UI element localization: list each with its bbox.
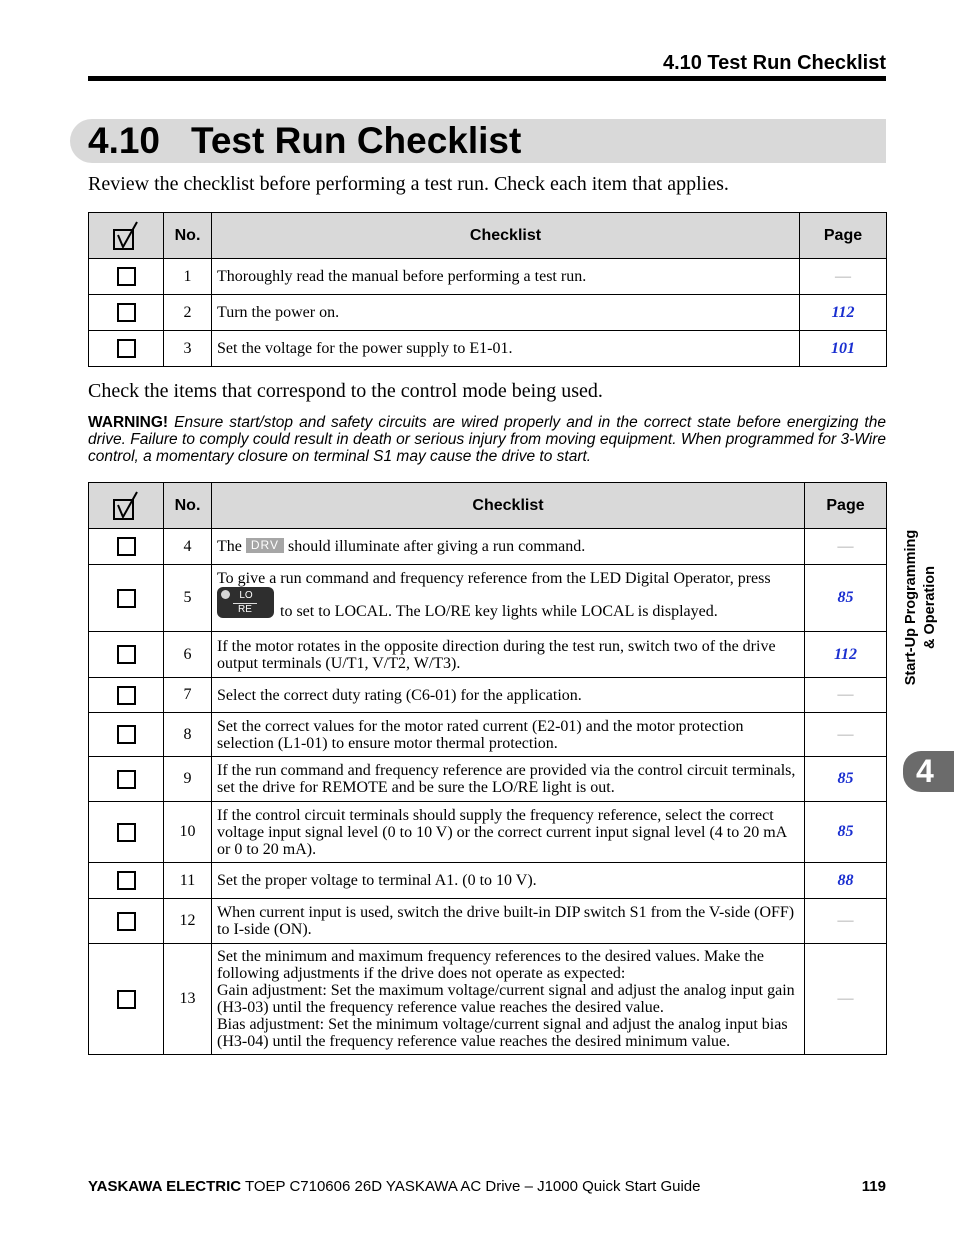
side-tab-label — [902, 515, 946, 700]
item-text-line2: to set to LOCAL. The LO/RE key lights while LOCAL is displayed. — [280, 602, 718, 620]
footer-brand: YASKAWA ELECTRIC — [88, 1178, 242, 1195]
page-ref: — — [805, 944, 887, 1055]
lo-re-key-icon — [217, 587, 274, 618]
table-row — [89, 944, 887, 1055]
checklist-header: Checklist — [212, 483, 805, 529]
footer-doc: TOEP C710606 26D YASKAWA AC Drive – J1000 Quick Start Guide — [244, 1178, 701, 1195]
item-number: 10 — [164, 802, 212, 863]
table-row — [89, 757, 887, 802]
checkmark-box-icon — [112, 220, 140, 252]
table-row — [89, 295, 887, 331]
item-text-line: Set the minimum and maximum frequency references to the desired values. Make the following adjustments if the drive does not operate as expected: — [217, 948, 764, 982]
page-header: Page — [805, 483, 887, 529]
intro-paragraph: Review the checklist before performing a test run. Check each item that applies. — [88, 173, 729, 195]
page-link[interactable]: 85 — [805, 565, 887, 632]
item-text — [212, 944, 805, 1055]
checkbox[interactable] — [117, 686, 136, 705]
table-row — [89, 678, 887, 713]
table-row — [89, 802, 887, 863]
page-link[interactable]: 112 — [800, 295, 887, 331]
item-text-line1: To give a run command and frequency reference from the LED Digital Operator, press — [217, 569, 771, 587]
checkbox[interactable] — [117, 267, 136, 286]
page-ref: — — [805, 678, 887, 713]
page-header: Page — [800, 213, 887, 259]
warning-text: Ensure start/stop and safety circuits are wired properly and in the correct state before energizing the drive. Failure to comply could result in death or serious injury from moving equipment. When programmed for 3-Wire control, a momentary closure on terminal S1 may cause the drive to start. — [88, 414, 886, 465]
check-header — [89, 483, 164, 529]
section-title-band — [70, 119, 886, 163]
page-link[interactable]: 112 — [805, 632, 887, 678]
item-text: If the motor rotates in the opposite direction during the test run, switch two of the drive output terminals (U/T1, V/T2, W/T3). — [212, 632, 805, 678]
checkbox[interactable] — [117, 912, 136, 931]
section-title — [88, 119, 521, 163]
checklist-table-2 — [88, 482, 887, 1055]
item-text-line: Gain adjustment: Set the maximum voltage/current signal and adjust the analog input gain (H3-03) until the frequency reference value reaches the desired value. — [217, 982, 795, 1016]
item-number: 5 — [164, 565, 212, 632]
item-text: Thoroughly read the manual before performing a test run. — [212, 259, 800, 295]
page-link[interactable]: 85 — [805, 757, 887, 802]
checkbox[interactable] — [117, 770, 136, 789]
checkbox[interactable] — [117, 303, 136, 322]
item-number: 2 — [164, 295, 212, 331]
table-row — [89, 632, 887, 678]
checkbox[interactable] — [117, 871, 136, 890]
warning-label: WARNING! — [88, 414, 169, 431]
checkbox[interactable] — [117, 823, 136, 842]
text-before: The — [217, 538, 242, 555]
item-number: 6 — [164, 632, 212, 678]
table-row — [89, 331, 887, 367]
item-text: Turn the power on. — [212, 295, 800, 331]
item-number: 9 — [164, 757, 212, 802]
table-header-row — [89, 483, 887, 529]
item-number: 12 — [164, 899, 212, 944]
checklist-header: Checklist — [212, 213, 800, 259]
item-number: 8 — [164, 713, 212, 757]
checkbox[interactable] — [117, 589, 136, 608]
item-number: 3 — [164, 331, 212, 367]
no-header: No. — [164, 213, 212, 259]
section-title-text: Test Run Checklist — [191, 120, 522, 161]
item-text: Set the correct values for the motor rated current (E2-01) and the motor protection selection (L1-01) to ensure motor thermal protection. — [212, 713, 805, 757]
drv-indicator-icon: DRV — [246, 538, 284, 553]
item-text — [212, 565, 805, 632]
table-row — [89, 565, 887, 632]
item-text-line: Bias adjustment: Set the minimum voltage/current signal and adjust the analog input bias (H3-04) until the frequency reference value reaches the desired minimum value. — [217, 1016, 788, 1050]
page-ref: — — [800, 259, 887, 295]
checkbox[interactable] — [117, 537, 136, 556]
side-tab-line1: Start-Up Programming — [903, 529, 919, 686]
page-link[interactable]: 101 — [800, 331, 887, 367]
footer-left — [88, 1178, 701, 1195]
no-header: No. — [164, 483, 212, 529]
checkbox[interactable] — [117, 990, 136, 1009]
page-number: 119 — [861, 1178, 886, 1195]
item-text: If the run command and frequency reference are provided via the control circuit terminals, set the drive for REMOTE and be sure the LO/RE light is out. — [212, 757, 805, 802]
table-row — [89, 529, 887, 565]
item-text: When current input is used, switch the drive built-in DIP switch S1 from the V-side (OFF) to I-side (ON). — [212, 899, 805, 944]
item-text: Set the voltage for the power supply to E1-01. — [212, 331, 800, 367]
item-number: 11 — [164, 863, 212, 899]
text-after: should illuminate after giving a run command. — [288, 538, 586, 555]
item-text — [212, 529, 805, 565]
running-head: 4.10 Test Run Checklist — [662, 52, 886, 74]
checkbox[interactable] — [117, 725, 136, 744]
checklist-table-1 — [88, 212, 887, 367]
page-ref: — — [805, 713, 887, 757]
item-number: 4 — [164, 529, 212, 565]
control-mode-paragraph: Check the items that correspond to the control mode being used. — [88, 380, 603, 402]
check-header — [89, 213, 164, 259]
checkbox[interactable] — [117, 645, 136, 664]
checkbox[interactable] — [117, 339, 136, 358]
lo-label: LO — [239, 590, 253, 602]
header-rule — [88, 76, 886, 81]
item-text: Set the proper voltage to terminal A1. (0 to 10 V). — [212, 863, 805, 899]
checkmark-box-icon — [112, 490, 140, 522]
table-row — [89, 863, 887, 899]
table-row — [89, 899, 887, 944]
page-ref: — — [805, 529, 887, 565]
lo-re-led-icon — [221, 590, 230, 599]
table-row — [89, 259, 887, 295]
page-ref: — — [805, 899, 887, 944]
warning-notice — [88, 414, 886, 465]
table-header-row — [89, 213, 887, 259]
item-number: 1 — [164, 259, 212, 295]
section-number: 4.10 — [88, 120, 161, 161]
item-text: If the control circuit terminals should supply the frequency reference, select the correct voltage input signal level (0 to 10 V) or the correct current input signal level (4 to 20 mA or 0 to 20 mA). — [212, 802, 805, 863]
item-number: 7 — [164, 678, 212, 713]
side-tab-line2: & Operation — [922, 566, 938, 649]
chapter-tab: 4 — [903, 751, 954, 792]
page-link[interactable]: 85 — [805, 802, 887, 863]
item-text: Select the correct duty rating (C6-01) for the application. — [212, 678, 805, 713]
re-label: RE — [233, 603, 257, 615]
item-number: 13 — [164, 944, 212, 1055]
page-link[interactable]: 88 — [805, 863, 887, 899]
table-row — [89, 713, 887, 757]
